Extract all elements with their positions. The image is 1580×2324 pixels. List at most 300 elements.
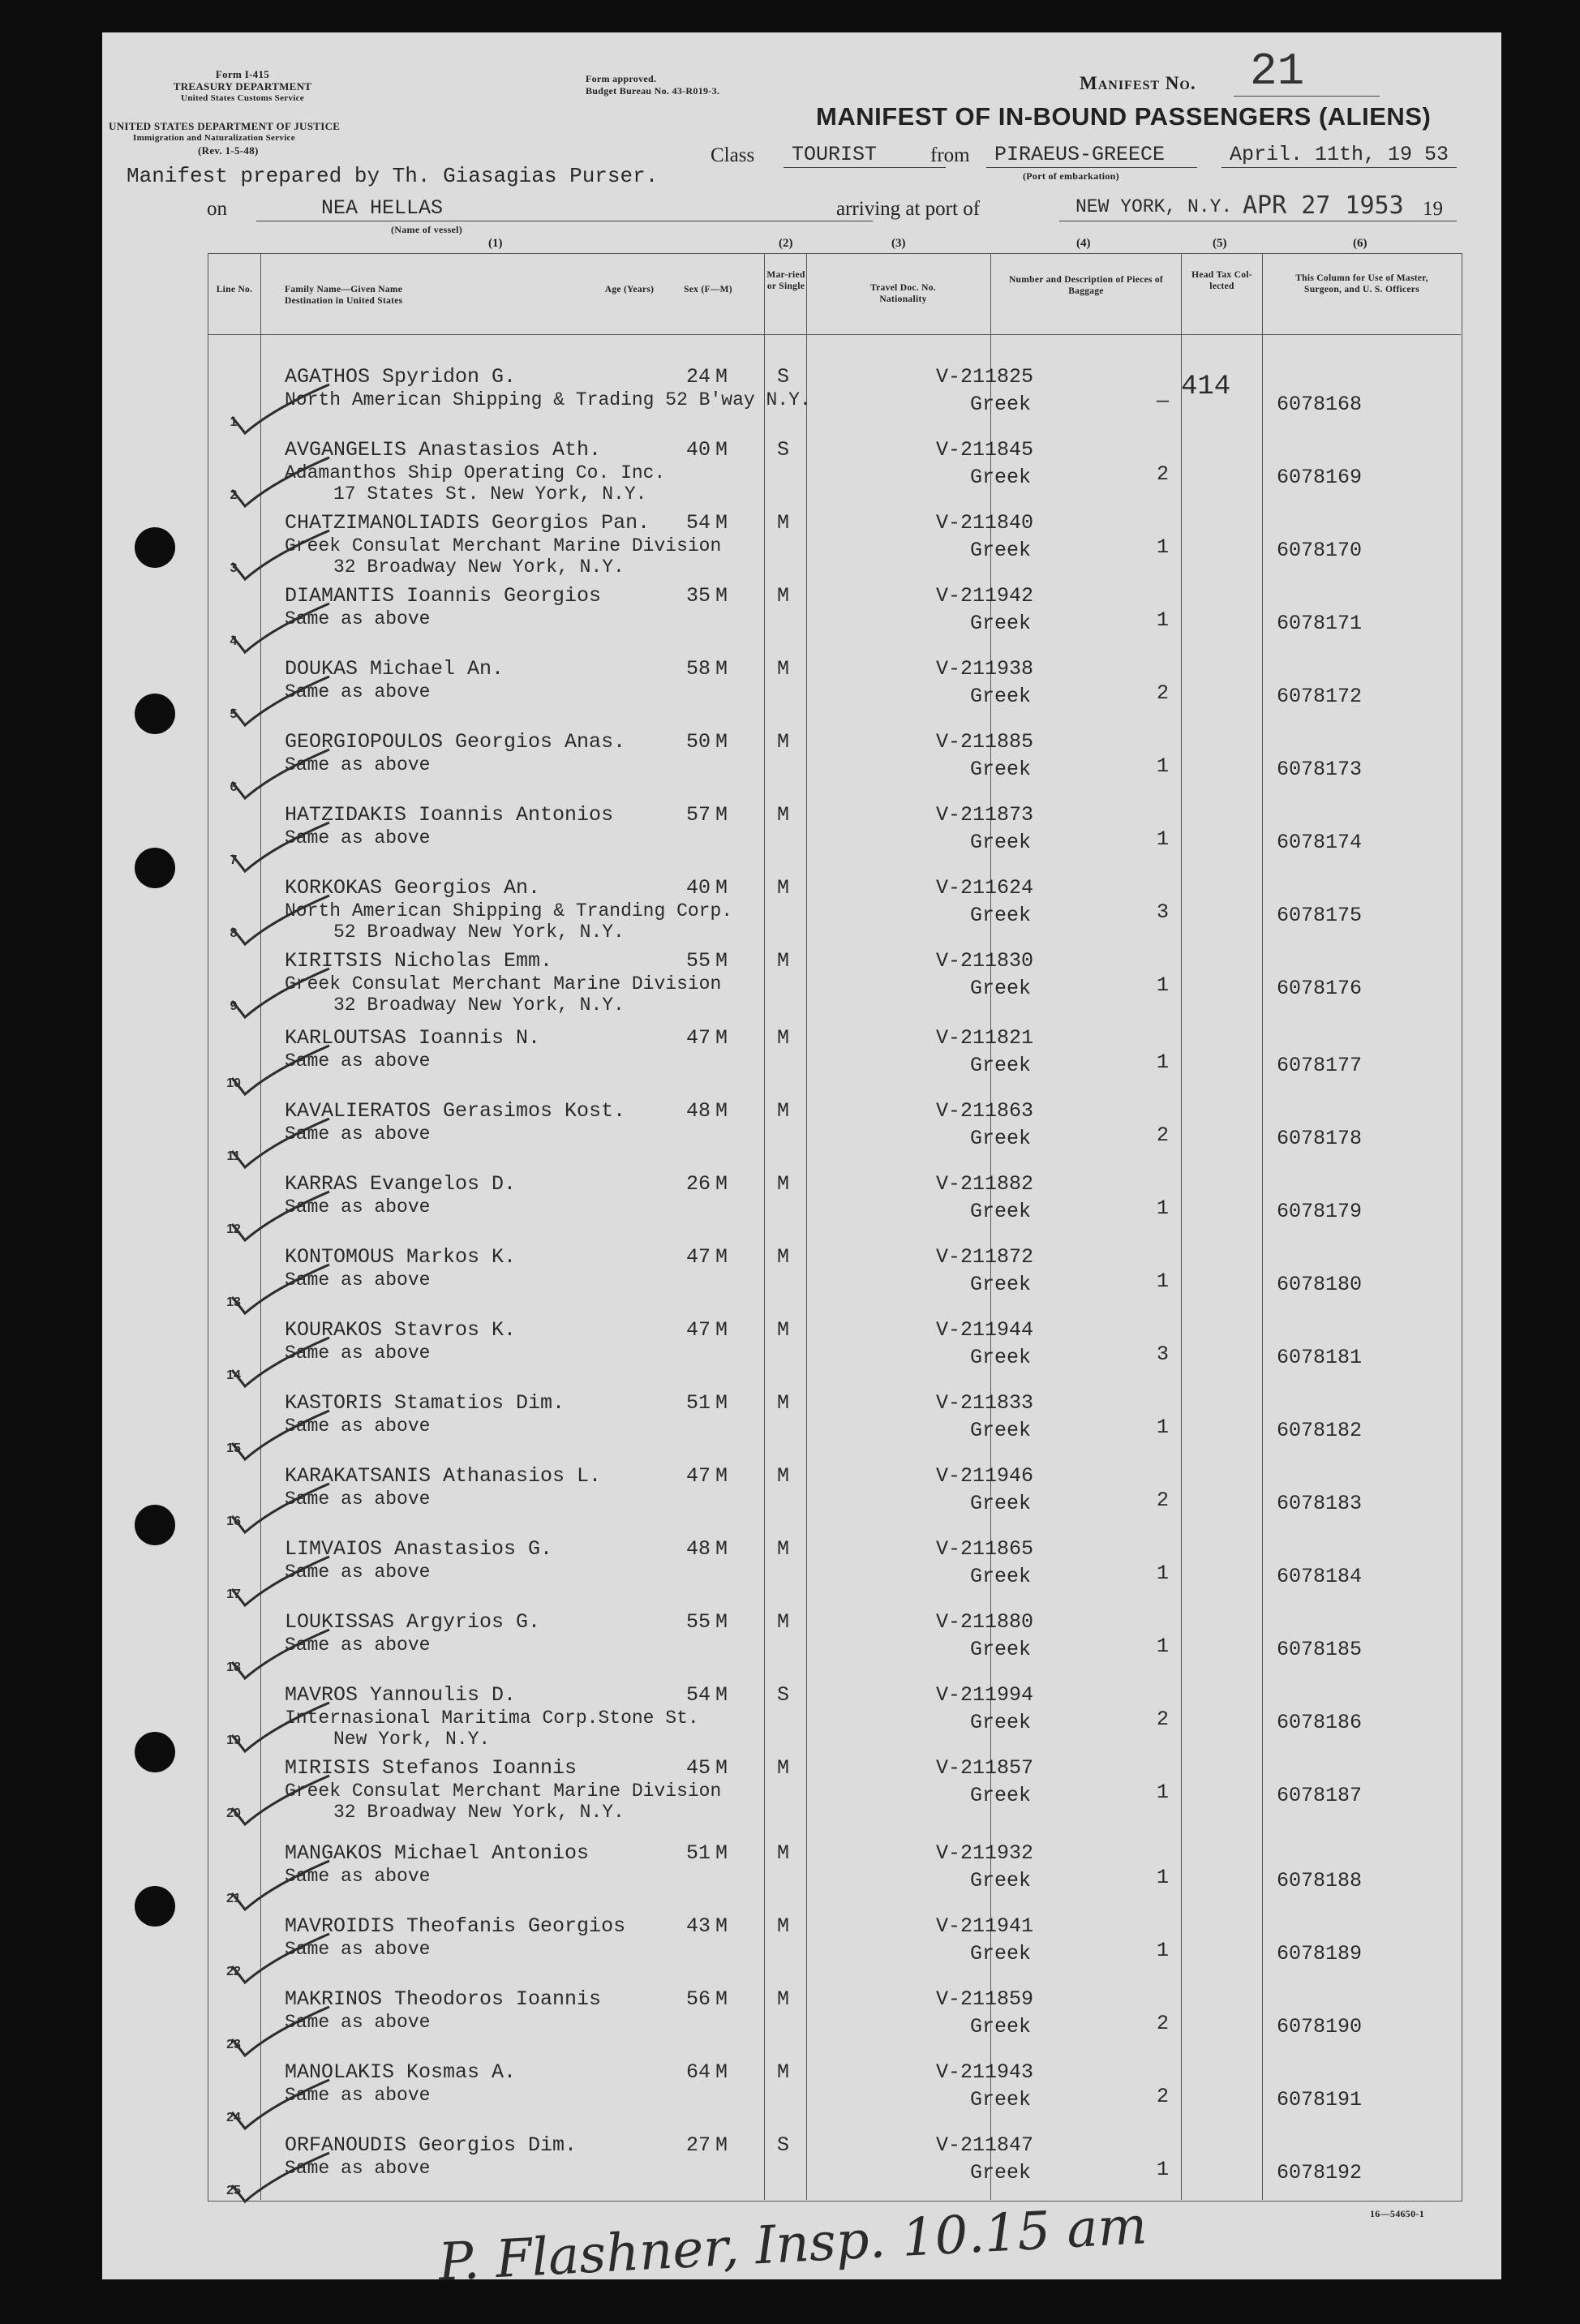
arrival-stamp: APR 27 1953	[1243, 191, 1404, 220]
passenger-name: MANOLAKIS Kosmas A.	[285, 2060, 517, 2084]
passenger-age: 64	[685, 2060, 711, 2084]
baggage-count: 1	[1157, 1939, 1170, 1962]
col-divider-name	[764, 253, 765, 2200]
check-mark-icon	[224, 1476, 337, 1540]
passenger-sex: M	[715, 1464, 728, 1488]
travel-doc-number: V-211938	[936, 657, 1034, 681]
passenger-sex: M	[715, 2060, 728, 2084]
line-number: 15	[226, 1441, 241, 1455]
line-number: 25	[226, 2184, 241, 2197]
travel-doc-number: V-211944	[936, 1318, 1034, 1342]
col-divider-ms	[806, 253, 807, 2200]
travel-doc-number: V-211840	[936, 511, 1034, 535]
line-number: 23	[226, 2038, 241, 2051]
destination-line-1: North American Shipping & Trading 52 B'way N.Y.	[285, 389, 811, 410]
line-number: 17	[226, 1587, 241, 1601]
baggage-count: 1	[1157, 1050, 1170, 1074]
passenger-name: DIAMANTIS Ioannis Georgios	[285, 584, 602, 608]
check-mark-icon	[224, 2145, 337, 2210]
officer-number: 6078175	[1277, 904, 1363, 927]
marital-status: M	[777, 2060, 790, 2084]
line-number: 16	[226, 1514, 241, 1528]
passenger-sex: M	[715, 584, 728, 608]
col-header-travel-doc: Travel Doc. No. Nationality	[870, 283, 936, 304]
arrival-port: NEW YORK, N.Y.	[1076, 196, 1233, 217]
marital-status: M	[777, 1245, 790, 1269]
budget-number: Budget Bureau No. 43-R019-3.	[586, 85, 720, 97]
passenger-age: 47	[685, 1026, 711, 1050]
officer-number: 6078176	[1277, 977, 1363, 1000]
check-mark-icon	[224, 741, 337, 806]
passenger-age: 50	[685, 730, 711, 754]
form-info	[149, 68, 336, 105]
nationality: Greek	[970, 2015, 1032, 2038]
check-mark-icon	[224, 887, 337, 952]
check-mark-icon	[224, 1257, 337, 1321]
destination-line-1: Same as above	[285, 1196, 431, 1218]
passenger-name: LOUKISSAS Argyrios G.	[285, 1610, 541, 1634]
class-value: TOURIST	[792, 143, 878, 166]
marital-status: M	[777, 1318, 790, 1342]
officer-number: 6078187	[1277, 1784, 1363, 1807]
baggage-count: 1	[1157, 1415, 1170, 1439]
passenger-name: ORFANOUDIS Georgios Dim.	[285, 2133, 577, 2157]
passenger-name: MANGAKOS Michael Antonios	[285, 1841, 590, 1865]
marital-status: M	[777, 949, 790, 973]
travel-doc-number: V-211880	[936, 1610, 1034, 1634]
travel-doc-number: V-211863	[936, 1099, 1034, 1123]
line-number: 3	[230, 561, 238, 575]
passenger-sex: M	[715, 1026, 728, 1050]
passenger-age: 45	[685, 1756, 711, 1780]
passenger-sex: M	[715, 1391, 728, 1415]
check-mark-icon	[224, 1330, 337, 1394]
page-title: MANIFEST OF IN-BOUND PASSENGERS (ALIENS)	[816, 102, 1432, 131]
line-number: 4	[230, 634, 238, 648]
check-mark-icon	[224, 1549, 337, 1613]
destination-line-1: Same as above	[285, 2158, 431, 2179]
head-tax: 414	[1181, 372, 1231, 402]
punch-hole	[135, 848, 175, 888]
passenger-sex: M	[715, 1756, 728, 1780]
check-mark-icon	[224, 960, 337, 1025]
destination-line-1: Greek Consulat Merchant Marine Division	[285, 973, 722, 994]
col-header-head-tax: Head Tax Col-lected	[1191, 270, 1252, 291]
manifest-number: 21	[1250, 45, 1305, 97]
travel-doc-number: V-211859	[936, 1987, 1034, 2011]
marital-status: M	[777, 876, 790, 900]
passenger-sex: M	[715, 1914, 728, 1938]
col-header-name	[285, 284, 402, 307]
travel-doc-number: V-211845	[936, 438, 1034, 462]
baggage-count: 1	[1157, 535, 1170, 559]
baggage-count: 1	[1157, 1866, 1170, 1889]
destination-line-2: 17 States St. New York, N.Y.	[333, 483, 647, 505]
passenger-sex: M	[715, 1987, 728, 2011]
line-number: 21	[226, 1892, 241, 1905]
col-number-3: (3)	[891, 237, 906, 250]
baggage-count: 2	[1157, 1123, 1170, 1147]
destination-line-1: Same as above	[285, 608, 431, 629]
passenger-name: KASTORIS Stamatios Dim.	[285, 1391, 565, 1415]
marital-status: M	[777, 1756, 790, 1780]
line-number: 10	[226, 1076, 241, 1090]
nationality: Greek	[970, 1346, 1032, 1369]
destination-line-1: Same as above	[285, 1342, 431, 1364]
port-caption: (Port of embarkation)	[1023, 170, 1119, 182]
passenger-age: 54	[685, 1683, 711, 1707]
passenger-age: 47	[685, 1318, 711, 1342]
col-number-4: (4)	[1076, 237, 1091, 250]
destination-line-1: Same as above	[285, 1415, 431, 1437]
passenger-sex: M	[715, 949, 728, 973]
check-mark-icon	[224, 449, 337, 514]
marital-status: M	[777, 1391, 790, 1415]
col-header-destination: Destination in United States	[285, 296, 403, 306]
passenger-name: KORKOKAS Georgios An.	[285, 876, 541, 900]
passenger-name: KIRITSIS Nicholas Emm.	[285, 949, 553, 973]
passenger-age: 43	[685, 1914, 711, 1938]
marital-status: M	[777, 584, 790, 608]
travel-doc-number: V-211847	[936, 2133, 1034, 2157]
passenger-age: 55	[685, 1610, 711, 1634]
line-number: 1	[230, 415, 238, 429]
on-label: on	[207, 198, 227, 220]
line-number: 6	[230, 780, 238, 794]
officer-number: 6078183	[1277, 1492, 1363, 1515]
marital-status: M	[777, 1537, 790, 1561]
nationality: Greek	[970, 612, 1032, 635]
destination-line-1: Same as above	[285, 681, 431, 702]
passenger-age: 56	[685, 1987, 711, 2011]
travel-doc-number: V-211857	[936, 1756, 1034, 1780]
destination-line-1: Same as above	[285, 2012, 431, 2033]
destination-line-1: Same as above	[285, 2085, 431, 2106]
destination-line-1: Same as above	[285, 1562, 431, 1583]
nationality: Greek	[970, 1784, 1032, 1807]
travel-doc-number: V-211624	[936, 876, 1034, 900]
passenger-age: 57	[685, 803, 711, 827]
from-underline	[986, 167, 1197, 168]
inspector-signature: P. Flashner, Insp. 10.15 am	[436, 2196, 1149, 2293]
passenger-name: DOUKAS Michael An.	[285, 657, 504, 681]
passenger-sex: M	[715, 2133, 728, 2157]
line-number: 20	[226, 1806, 241, 1820]
passenger-sex: M	[715, 1172, 728, 1196]
officer-number: 6078179	[1277, 1200, 1363, 1223]
passenger-sex: M	[715, 876, 728, 900]
punch-hole	[135, 1732, 175, 1772]
vessel-caption: (Name of vessel)	[391, 224, 463, 235]
line-number: 12	[226, 1222, 241, 1236]
line-number: 18	[226, 1660, 241, 1674]
destination-line-2: New York, N.Y.	[333, 1729, 491, 1750]
nationality: Greek	[970, 904, 1032, 927]
customs-label: United States Customs Service	[181, 93, 304, 103]
justice-info	[109, 120, 376, 157]
baggage-count: 2	[1157, 681, 1170, 705]
passenger-name: MAVROS Yannoulis D.	[285, 1683, 517, 1707]
travel-doc-number: V-211932	[936, 1841, 1034, 1865]
destination-line-1: Greek Consulat Merchant Marine Division	[285, 1781, 722, 1802]
travel-doc-number: V-211946	[936, 1464, 1034, 1488]
passenger-age: 40	[685, 438, 711, 462]
destination-line-2: 32 Broadway New York, N.Y.	[333, 1802, 625, 1823]
punch-hole	[135, 694, 175, 734]
officer-number: 6078191	[1277, 2088, 1363, 2111]
marital-status: M	[777, 1610, 790, 1634]
check-mark-icon	[224, 1037, 337, 1102]
form-approved: Form approved.	[586, 73, 657, 84]
rev-label: (Rev. 1-5-48)	[198, 144, 259, 157]
passenger-sex: M	[715, 1318, 728, 1342]
nationality: Greek	[970, 685, 1032, 708]
nationality: Greek	[970, 831, 1032, 854]
nationality: Greek	[970, 1638, 1032, 1661]
travel-doc-number: V-211821	[936, 1026, 1034, 1050]
check-mark-icon	[224, 1183, 337, 1248]
passenger-sex: M	[715, 1610, 728, 1634]
baggage-count: 1	[1157, 2158, 1170, 2181]
travel-doc-number: V-211941	[936, 1914, 1034, 1938]
baggage-count: 2	[1157, 2012, 1170, 2035]
arriving-label: arriving at port of	[836, 198, 981, 220]
officer-number: 6078178	[1277, 1127, 1363, 1150]
baggage-count: 2	[1157, 2085, 1170, 2108]
destination-line-1: Internasional Maritima Corp.Stone St.	[285, 1708, 699, 1729]
baggage-count: 1	[1157, 754, 1170, 778]
passenger-age: 48	[685, 1537, 711, 1561]
officer-number: 6078186	[1277, 1711, 1363, 1734]
line-number: 9	[230, 999, 238, 1013]
check-mark-icon	[224, 1110, 337, 1175]
nationality: Greek	[970, 1273, 1032, 1296]
check-mark-icon	[224, 1926, 337, 1991]
immigration-label: Immigration and Naturalization Service	[133, 133, 295, 143]
marital-status: M	[777, 1987, 790, 2011]
marital-status: S	[777, 365, 790, 389]
travel-doc-number: V-211830	[936, 949, 1034, 973]
passenger-name: HATZIDAKIS Ioannis Antonios	[285, 803, 614, 827]
nationality: Greek	[970, 2088, 1032, 2111]
destination-line-1: Same as above	[285, 1635, 431, 1656]
officer-number: 6078188	[1277, 1869, 1363, 1892]
col-header-name-text: Family Name—Given Name	[285, 285, 403, 294]
passenger-name: AGATHOS Spyridon G.	[285, 365, 517, 389]
passenger-name: KAVALIERATOS Gerasimos Kost.	[285, 1099, 626, 1123]
baggage-count: 2	[1157, 1708, 1170, 1731]
passenger-sex: M	[715, 1537, 728, 1561]
baggage-count: 1	[1157, 1781, 1170, 1804]
nationality: Greek	[970, 539, 1032, 562]
col-divider-tax	[1262, 253, 1263, 2200]
baggage-count: 2	[1157, 1488, 1170, 1512]
officer-number: 6078174	[1277, 831, 1363, 854]
destination-line-1: Same as above	[285, 1050, 431, 1072]
destination-line-2: 52 Broadway New York, N.Y.	[333, 921, 625, 943]
line-number: 24	[226, 2111, 241, 2124]
punch-hole	[135, 527, 175, 568]
col-header-officers: This Column for Use of Master, Surgeon, and U. S. Officers	[1295, 273, 1428, 294]
officer-number: 6078177	[1277, 1054, 1363, 1077]
travel-doc-number: V-211943	[936, 2060, 1034, 2084]
passenger-age: 58	[685, 657, 711, 681]
form-id: Form I-415	[215, 68, 270, 80]
baggage-count: —	[1157, 389, 1170, 413]
marital-status: M	[777, 730, 790, 754]
travel-doc-number: V-211994	[936, 1683, 1034, 1707]
passenger-age: 51	[685, 1391, 711, 1415]
nationality: Greek	[970, 1711, 1032, 1734]
col-header-sex: Sex (F—M)	[684, 285, 732, 294]
travel-doc-number: V-211825	[936, 365, 1034, 389]
col-number-1: (1)	[488, 237, 503, 250]
nationality: Greek	[970, 1942, 1032, 1965]
passenger-sex: M	[715, 365, 728, 389]
punch-hole	[135, 1505, 175, 1545]
passenger-age: 47	[685, 1245, 711, 1269]
passenger-sex: M	[715, 1683, 728, 1707]
destination-line-1: Same as above	[285, 1939, 431, 1960]
officer-number: 6078182	[1277, 1419, 1363, 1442]
check-mark-icon	[224, 2072, 337, 2137]
col-header-age: Age (Years)	[604, 285, 655, 294]
embark-date: April. 11th, 19 53	[1230, 143, 1449, 166]
nationality: Greek	[970, 1127, 1032, 1150]
passenger-age: 54	[685, 511, 711, 535]
travel-doc-number: V-211873	[936, 803, 1034, 827]
nationality: Greek	[970, 1565, 1032, 1588]
destination-line-1: Same as above	[285, 754, 431, 775]
officer-number: 6078168	[1277, 393, 1363, 416]
baggage-count: 1	[1157, 608, 1170, 632]
marital-status: S	[777, 438, 790, 462]
check-mark-icon	[224, 1403, 337, 1467]
marital-status: M	[777, 803, 790, 827]
destination-line-1: Same as above	[285, 1488, 431, 1510]
check-mark-icon	[224, 595, 337, 660]
travel-doc-number: V-211865	[936, 1537, 1034, 1561]
passenger-name: KARAKATSANIS Athanasios L.	[285, 1464, 602, 1488]
passenger-name: LIMVAIOS Anastasios G.	[285, 1537, 553, 1561]
col-number-5: (5)	[1213, 237, 1227, 250]
officer-number: 6078185	[1277, 1638, 1363, 1661]
manifest-sheet	[102, 32, 1501, 2279]
line-number: 14	[226, 1368, 241, 1382]
passenger-name: MAVROIDIS Theofanis Georgios	[285, 1914, 626, 1938]
passenger-sex: M	[715, 1099, 728, 1123]
travel-doc-number: V-211833	[936, 1391, 1034, 1415]
passenger-sex: M	[715, 730, 728, 754]
baggage-count: 1	[1157, 1269, 1170, 1293]
check-mark-icon	[224, 1695, 337, 1759]
marital-status: S	[777, 2133, 790, 2157]
destination-line-1: Same as above	[285, 827, 431, 848]
travel-doc-number: V-211882	[936, 1172, 1034, 1196]
treasury-label: TREASURY DEPARTMENT	[173, 80, 312, 92]
destination-line-2: 32 Broadway New York, N.Y.	[333, 556, 625, 578]
marital-status: M	[777, 1172, 790, 1196]
check-mark-icon	[224, 376, 337, 441]
line-number: 13	[226, 1295, 241, 1309]
officer-number: 6078171	[1277, 612, 1363, 635]
col-number-6: (6)	[1353, 237, 1367, 250]
check-mark-icon	[224, 814, 337, 879]
nationality: Greek	[970, 466, 1032, 489]
destination-line-1: Same as above	[285, 1866, 431, 1887]
approval-info	[586, 73, 719, 97]
col-divider-bag	[1181, 253, 1182, 2200]
nationality: Greek	[970, 1492, 1032, 1515]
passenger-sex: M	[715, 657, 728, 681]
manifest-no-line	[1234, 96, 1380, 97]
destination-line-2: 32 Broadway New York, N.Y.	[333, 994, 625, 1016]
line-number: 5	[230, 707, 238, 721]
destination-line-1: Same as above	[285, 1123, 431, 1145]
form-code: 16—54650-1	[1370, 2208, 1424, 2219]
passenger-age: 24	[685, 365, 711, 389]
class-label: Class	[711, 144, 755, 166]
nationality: Greek	[970, 2161, 1032, 2184]
col-number-2: (2)	[779, 237, 793, 250]
nationality: Greek	[970, 1200, 1032, 1223]
passenger-name: KARLOUTSAS Ioannis N.	[285, 1026, 541, 1050]
passenger-age: 51	[685, 1841, 711, 1865]
baggage-count: 2	[1157, 462, 1170, 486]
officer-number: 6078180	[1277, 1273, 1363, 1296]
officer-number: 6078190	[1277, 2015, 1363, 2038]
col-header-baggage: Number and Description of Pieces of Baggage	[1008, 275, 1164, 296]
line-number: 7	[230, 853, 238, 867]
check-mark-icon	[224, 668, 337, 733]
officer-number: 6078170	[1277, 539, 1363, 562]
passenger-name: KARRAS Evangelos D.	[285, 1172, 517, 1196]
from-label: from	[930, 144, 970, 166]
officer-number: 6078181	[1277, 1346, 1363, 1369]
check-mark-icon	[224, 522, 337, 587]
passenger-name: AVGANGELIS Anastasios Ath.	[285, 438, 602, 462]
line-number: 19	[226, 1733, 241, 1747]
check-mark-icon	[224, 1768, 337, 1832]
destination-line-1: North American Shipping & Tranding Corp.	[285, 900, 733, 921]
nationality: Greek	[970, 1419, 1032, 1442]
check-mark-icon	[224, 1853, 337, 1918]
baggage-count: 3	[1157, 1342, 1170, 1366]
line-number: 8	[230, 926, 238, 940]
line-number: 11	[226, 1149, 241, 1163]
justice-label: UNITED STATES DEPARTMENT OF JUSTICE	[109, 120, 341, 132]
baggage-count: 1	[1157, 1562, 1170, 1585]
baggage-count: 3	[1157, 900, 1170, 924]
baggage-count: 1	[1157, 1196, 1170, 1220]
passenger-name: MIRISIS Stefanos Ioannis	[285, 1756, 577, 1780]
marital-status: M	[777, 657, 790, 681]
passenger-age: 26	[685, 1172, 711, 1196]
nationality: Greek	[970, 1869, 1032, 1892]
nationality: Greek	[970, 1054, 1032, 1077]
nationality: Greek	[970, 758, 1032, 781]
passenger-name: MAKRINOS Theodoros Ioannis	[285, 1987, 602, 2011]
marital-status: M	[777, 1914, 790, 1938]
travel-doc-number: V-211942	[936, 584, 1034, 608]
passenger-age: 27	[685, 2133, 711, 2157]
destination-line-1: Greek Consulat Merchant Marine Division	[285, 535, 722, 556]
date-underline	[1221, 167, 1457, 168]
officer-number: 6078173	[1277, 758, 1363, 781]
passenger-sex: M	[715, 438, 728, 462]
passenger-age: 40	[685, 876, 711, 900]
nationality: Greek	[970, 393, 1032, 416]
